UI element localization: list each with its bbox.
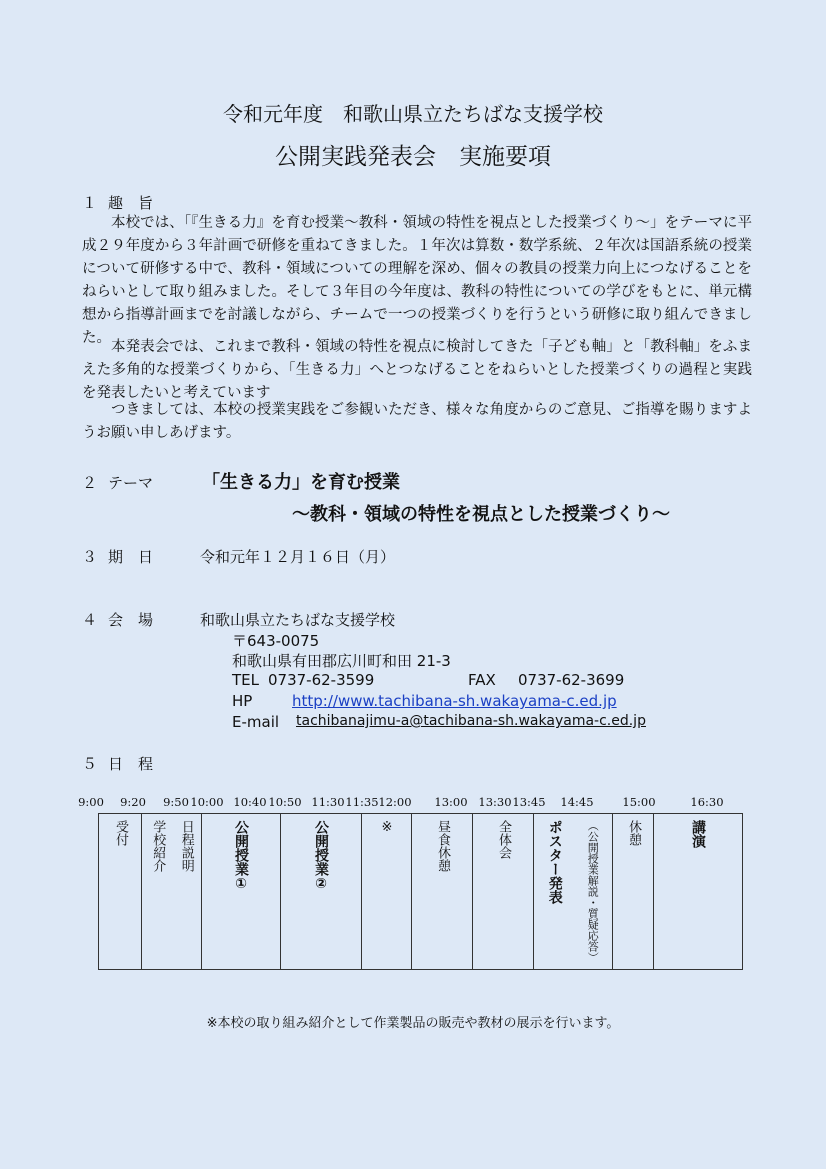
footnote: ※本校の取り組み紹介として作業製品の販売や教材の展示を行います。 [206, 1016, 620, 1031]
time-label: 13:30 [478, 795, 512, 809]
venue-hp-link[interactable]: http://www.tachibana-sh.wakayama-c.ed.jp [292, 692, 617, 710]
block-break: 休憩 [613, 814, 654, 970]
venue-fax: 0737-62-3699 [518, 671, 625, 689]
time-label: 10:50 [268, 795, 302, 809]
intro-schedule: 日程説明 [178, 820, 194, 872]
venue-fax-label: FAX [468, 671, 496, 689]
section-1-number: １ [82, 194, 98, 212]
block-lesson-1: 公開授業① [202, 814, 281, 970]
section-3-number: ３ [82, 548, 98, 566]
time-label: 10:40 [233, 795, 267, 809]
venue-postal: 〒643-0075 [232, 632, 320, 650]
time-label: 14:45 [560, 795, 594, 809]
time-label: 13:45 [512, 795, 546, 809]
venue-address: 和歌山県有田郡広川町和田 21-3 [232, 652, 451, 670]
section-1-title: 趣 旨 [108, 194, 154, 212]
block-lunch: 昼食休憩 [412, 814, 473, 970]
block-note-mark: ※ [362, 814, 412, 970]
venue-email-label: E-mail [232, 713, 280, 731]
section-3-heading [82, 546, 153, 567]
time-label: 12:00 [378, 795, 412, 809]
section-5-number: ５ [82, 755, 98, 773]
section-2-number: ２ [82, 474, 98, 492]
time-label: 16:30 [690, 795, 724, 809]
intro-school: 学校紹介 [150, 820, 166, 872]
section-3-title: 期 日 [108, 548, 154, 566]
venue-tel-label: TEL [232, 671, 259, 689]
section-1-paragraph-1: 本校では、「『生きる力』を育む授業～教科・領域の特性を視点とした授業づくり～」をテーマに平成２９年度から３年計画で研修を重ねてきました。１年次は算数・数学系統、２年次は国語系統の授業について研修する中で、教科・領域についての理解を深め、個々の教員の授業力向上につなげることをねらいとして取り組みました。そして３年目の今年度は、教科の特性についての学びをもとに、単元構想から指導計画までを討議しながら、チームで一つの授業づくりを行うという研修に取り組んできました。 [82, 215, 752, 346]
section-4-title: 会 場 [108, 611, 154, 629]
title-line-2: 公開実践発表会 実施要項 [275, 144, 551, 170]
section-5-title: 日 程 [108, 755, 154, 773]
time-label: 10:00 [190, 795, 224, 809]
poster-title: ポスター発表 [546, 820, 563, 904]
time-label: 11:35 [345, 795, 379, 809]
schedule-table [98, 813, 743, 970]
poster-subtitle: （公開授業解説・質疑応答） [586, 820, 600, 963]
section-1-heading [82, 192, 153, 213]
block-poster [534, 814, 613, 970]
venue-tel: 0737-62-3599 [268, 671, 375, 689]
venue-hp-label: HP [232, 692, 253, 710]
time-label: 11:30 [311, 795, 345, 809]
theme-sub: ～教科・領域の特性を視点とした授業づくり～ [292, 504, 670, 525]
section-4-heading [82, 609, 153, 630]
time-label: 15:00 [622, 795, 656, 809]
section-2-title: テーマ [108, 474, 154, 492]
section-5-heading [82, 753, 153, 774]
block-lesson-2: 公開授業② [281, 814, 362, 970]
section-1-paragraph-2: 本発表会では、これまで教科・領域の特性を視点に検討してきた「子ども軸」と「教科軸」をふまえた多角的な授業づくりから、「生きる力」へとつなげることをねらいとした授業づくりの過程と実践を発表したいと考えています [82, 339, 752, 401]
time-label: 9:50 [163, 795, 189, 809]
title-line-1: 令和元年度 和歌山県立たちばな支援学校 [223, 102, 603, 126]
block-intro [142, 814, 202, 970]
time-label: 13:00 [434, 795, 468, 809]
event-date: 令和元年１２月１６日（月） [200, 548, 396, 566]
section-1-paragraph-3: つきましては、本校の授業実践をご参観いただき、様々な角度からのご意見、ご指導を賜りますようお願い申しあげます。 [82, 402, 752, 441]
theme-main: 「生きる力」を育む授業 [202, 472, 400, 493]
venue-school: 和歌山県立たちばな支援学校 [200, 611, 396, 629]
section-2-heading [82, 472, 153, 493]
block-lecture: 講演 [654, 814, 743, 970]
block-plenary: 全体会 [473, 814, 534, 970]
block-reception: 受付 [99, 814, 142, 970]
section-4-number: ４ [82, 611, 98, 629]
time-label: 9:20 [120, 795, 146, 809]
venue-email-link[interactable]: tachibanajimu-a@tachibana-sh.wakayama-c.ed.jp [296, 713, 646, 729]
time-label: 9:00 [78, 795, 104, 809]
